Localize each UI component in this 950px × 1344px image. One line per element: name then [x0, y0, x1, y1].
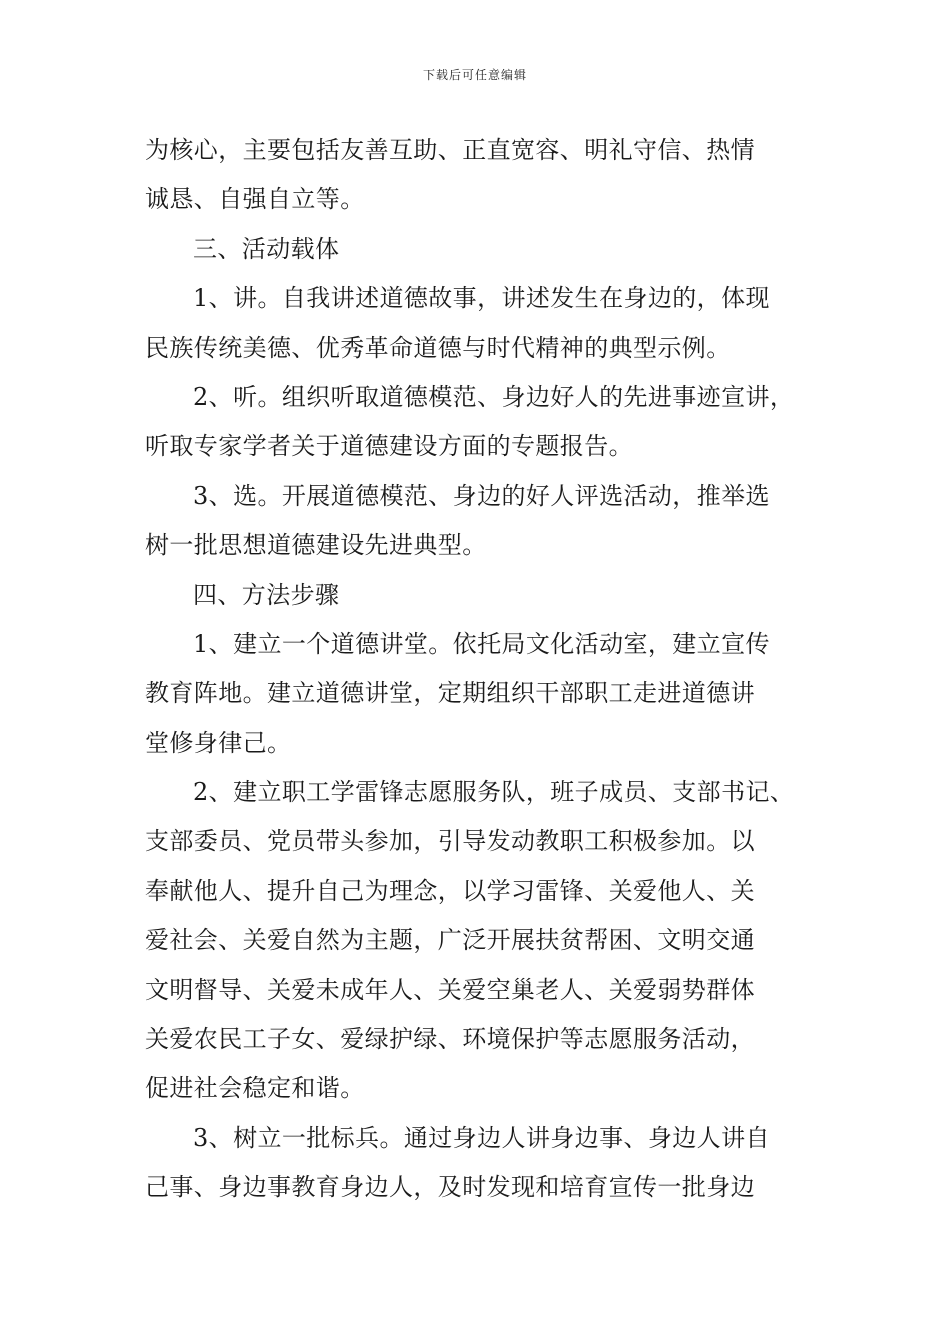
- text-line: 奉献他人、提升自己为理念，以学习雷锋、关爱他人、关: [145, 876, 755, 905]
- text-line: 促进社会稳定和谐。: [145, 1074, 365, 1103]
- text-line: 3、选。开展道德模范、身边的好人评选活动，推举选: [193, 481, 770, 510]
- text-line: 己事、身边事教育身边人，及时发现和培育宣传一批身边: [145, 1173, 755, 1202]
- text-line: 民族传统美德、优秀革命道德与时代精神的典型示例。: [145, 333, 731, 362]
- section-heading: 四、方法步骤: [193, 580, 340, 609]
- text-line: 堂修身律己。: [145, 728, 292, 757]
- text-line: 教育阵地。建立道德讲堂，定期组织干部职工走进道德讲: [145, 679, 755, 708]
- text-line: 1、建立一个道德讲堂。依托局文化活动室，建立宣传: [193, 629, 770, 658]
- document-body: [145, 126, 815, 1213]
- text-line: 树一批思想道德建设先进典型。: [145, 531, 487, 560]
- text-line: 支部委员、党员带头参加，引导发动教职工积极参加。以: [145, 827, 755, 856]
- text-line: 为核心，主要包括友善互助、正直宽容、明礼守信、热情: [145, 136, 755, 164]
- text-line: 爱社会、关爱自然为主题，广泛开展扶贫帮困、文明交通: [145, 926, 755, 955]
- text-line: 1、讲。自我讲述道德故事，讲述发生在身边的，体现: [193, 284, 770, 313]
- section-heading: 三、活动载体: [193, 234, 340, 263]
- text-line: 诚恳、自强自立等。: [145, 185, 365, 214]
- text-line: 2、听。组织听取道德模范、身边好人的先进事迹宣讲，: [193, 382, 795, 411]
- text-line: 关爱农民工子女、爱绿护绿、环境保护等志愿服务活动，: [145, 1025, 755, 1054]
- text-line: 3、树立一批标兵。通过身边人讲身边事、身边人讲自: [193, 1123, 770, 1152]
- text-line: 文明督导、关爱未成年人、关爱空巢老人、关爱弱势群体: [145, 975, 755, 1004]
- text-line: 听取专家学者关于道德建设方面的专题报告。: [145, 432, 633, 461]
- page-header: 下载后可任意编辑: [422, 68, 527, 82]
- text-line: 2、建立职工学雷锋志愿服务队，班子成员、支部书记、: [193, 778, 795, 807]
